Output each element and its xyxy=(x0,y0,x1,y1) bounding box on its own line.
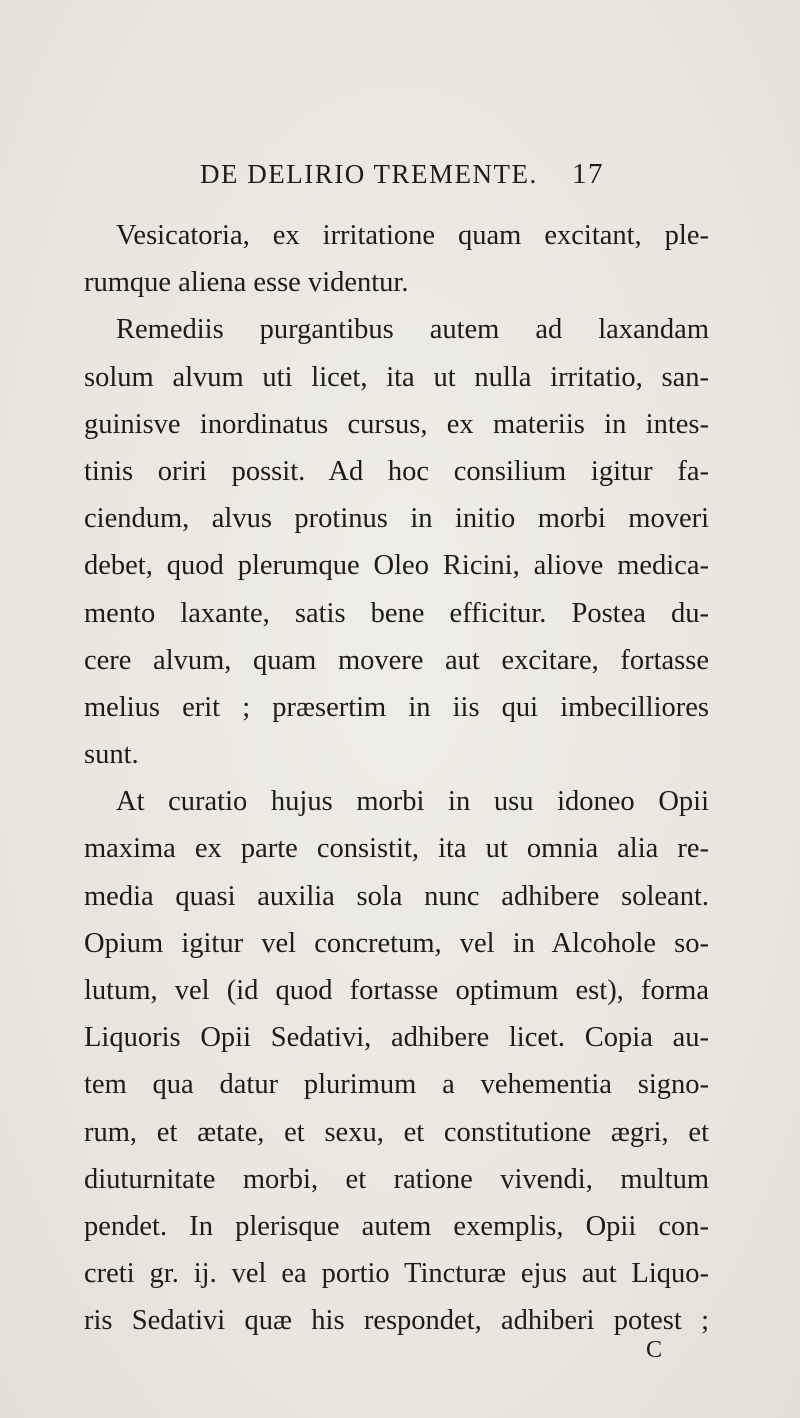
text-line: guinisve inordinatus cursus, ex materiis in intes- xyxy=(84,408,709,440)
text-line: Opium igitur vel concretum, vel in Alcohole so- xyxy=(84,927,709,959)
text-line: pendet. In plerisque autem exemplis, Opii con- xyxy=(84,1210,709,1242)
text-line: Remediis purgantibus autem ad laxandam xyxy=(116,314,709,346)
text-line: cere alvum, quam movere aut excitare, fortasse xyxy=(84,644,709,676)
text-line: creti gr. ij. vel ea portio Tincturæ ejus aut Liquo- xyxy=(84,1258,709,1290)
text-line: melius erit ; præsertim in iis qui imbecilliores xyxy=(84,691,709,723)
text-line: tinis oriri possit. Ad hoc consilium igitur fa- xyxy=(84,455,709,487)
text-line: ris Sedativi quæ his respondet, adhiberi potest ; xyxy=(84,1305,709,1337)
text-line: lutum, vel (id quod fortasse optimum est), forma xyxy=(84,975,709,1006)
text-line: media quasi auxilia sola nunc adhibere soleant. xyxy=(84,880,709,912)
text-line: maxima ex parte consistit, ita ut omnia alia re- xyxy=(84,833,709,865)
text-line: Vesicatoria, ex irritatione quam excitant, ple- xyxy=(116,220,709,251)
text-line: debet, quod plerumque Oleo Ricini, aliove medica- xyxy=(84,550,709,582)
text-line: rumque aliena esse videntur. xyxy=(84,267,409,299)
text-line: ciendum, alvus protinus in initio morbi moveri xyxy=(84,503,709,535)
text-line: sunt. xyxy=(84,739,139,771)
text-line: diuturnitate morbi, et ratione vivendi, multum xyxy=(84,1163,709,1195)
text-line: tem qua datur plurimum a vehementia signo- xyxy=(84,1069,709,1101)
page-number: 17 xyxy=(572,158,604,190)
signature-mark: C xyxy=(646,1337,663,1363)
body-text xyxy=(84,212,709,1345)
text-line: mento laxante, satis bene efficitur. Postea du- xyxy=(84,597,709,629)
text-line: rum, et ætate, et sexu, et constitutione ægri, et xyxy=(84,1116,709,1148)
text-line: Liquoris Opii Sedativi, adhibere licet. Copia au- xyxy=(84,1022,709,1054)
running-title: DE DELIRIO TREMENTE. xyxy=(200,159,538,189)
text-line: At curatio hujus morbi in usu idoneo Opii xyxy=(116,786,709,818)
text-line: solum alvum uti licet, ita ut nulla irritatio, san- xyxy=(84,361,709,393)
